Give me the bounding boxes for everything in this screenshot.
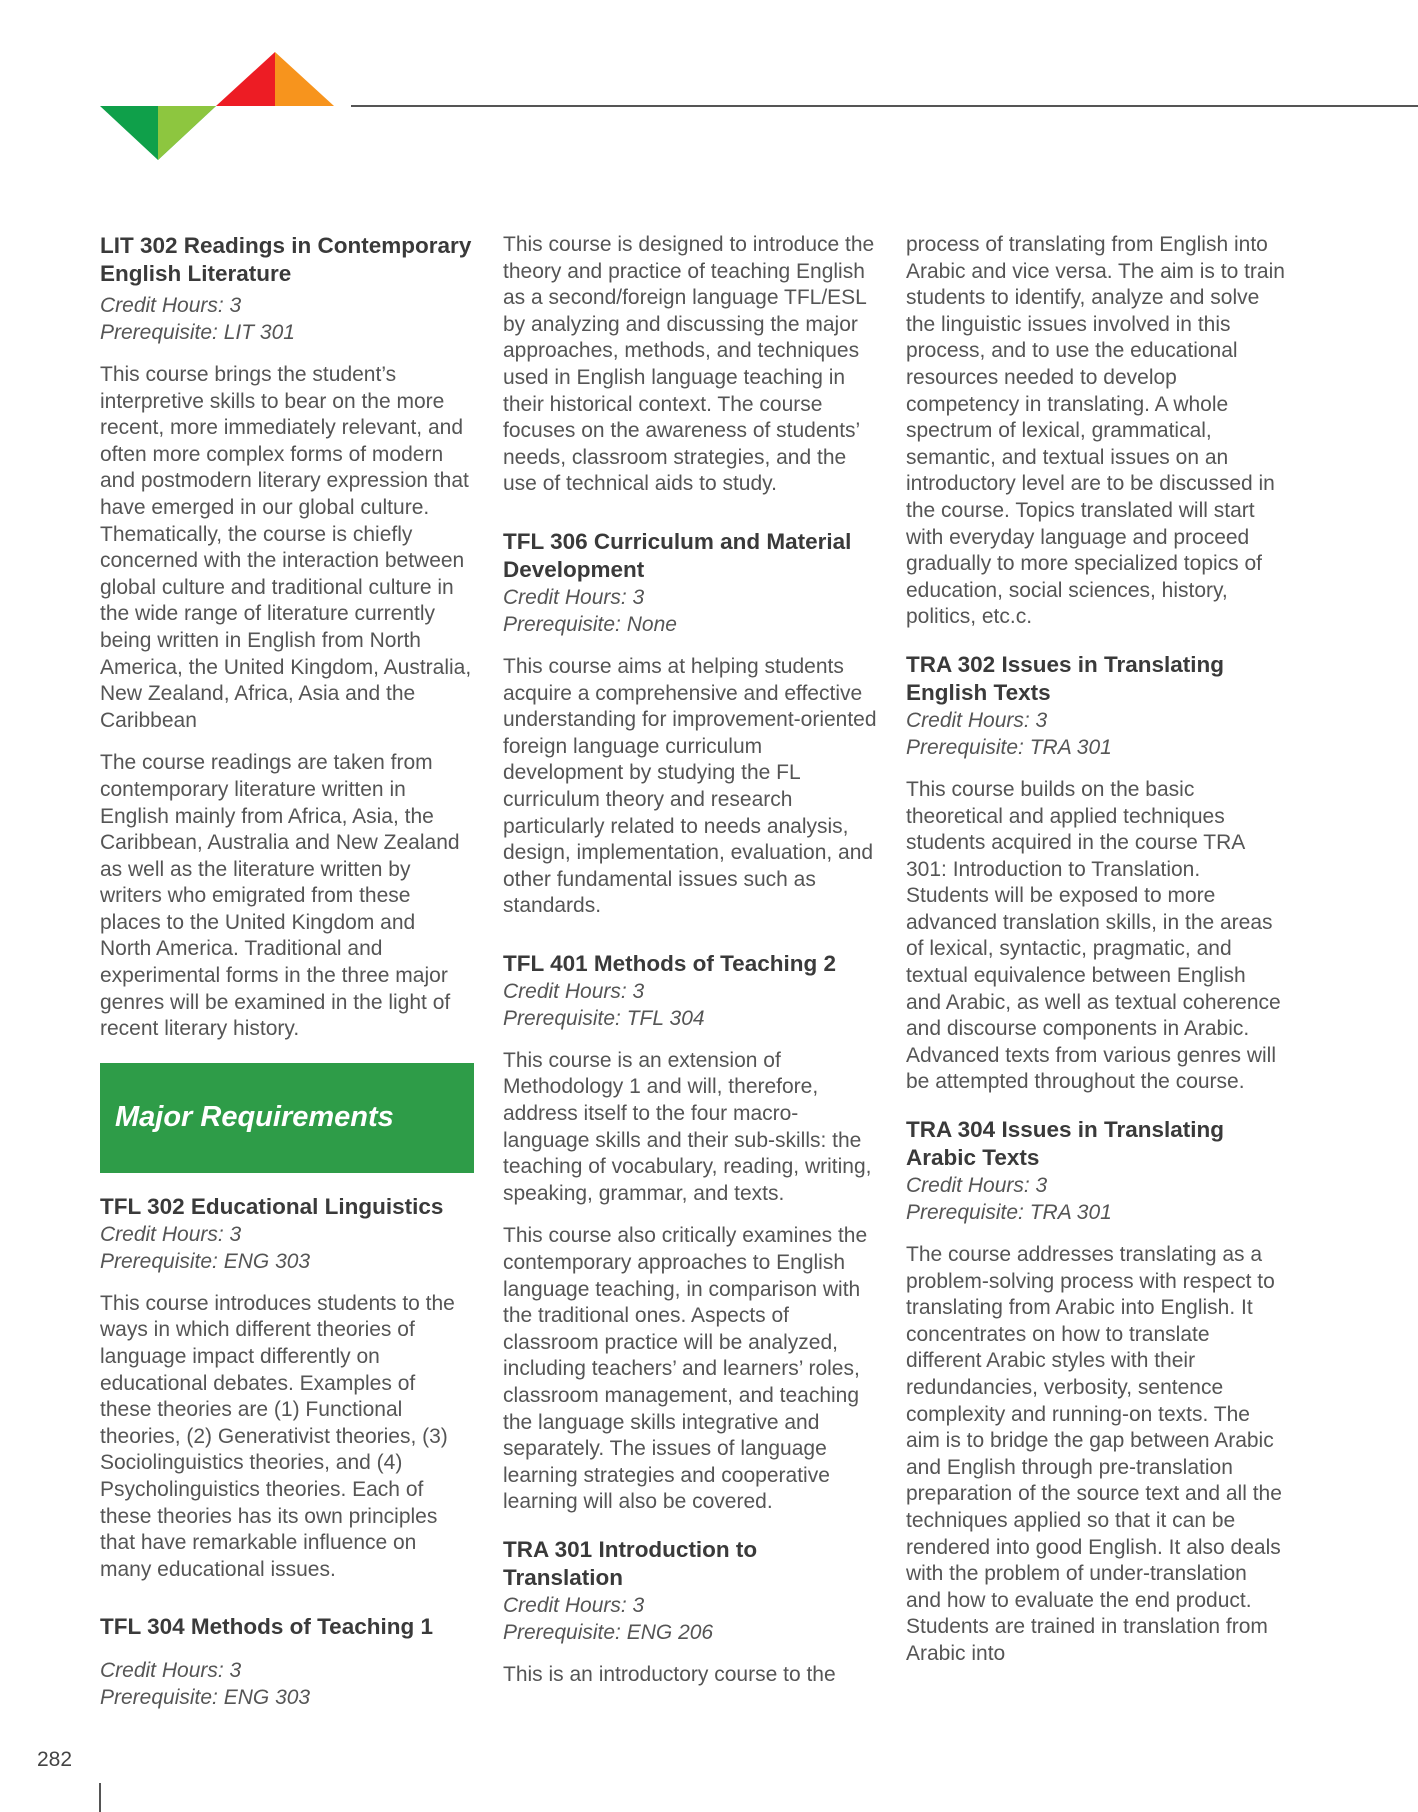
course-title: LIT 302 Readings in Contemporary English Literature xyxy=(100,233,472,286)
credit-hours: Credit Hours: 3 xyxy=(100,1222,242,1246)
course-title: TRA 304 Issues in Translating Arabic Texts xyxy=(906,1117,1225,1171)
logo-red-triangle xyxy=(216,52,275,106)
prerequisite: Prerequisite: LIT 301 xyxy=(100,321,295,344)
credit-hours: Credit Hours: 3 xyxy=(906,708,1048,732)
header-rule xyxy=(351,105,1418,107)
logo-orange-triangle xyxy=(275,52,334,106)
column-1 xyxy=(100,232,472,1711)
course-description: This course brings the student’s interpretive skills to bear on the more recent, more immediately relevant, and often more complex forms of modern and postmodern literary expression that have emerged in our global culture. Thematically, the course is chiefly concerned with the interaction between global culture and traditional culture in the wide range of literature currently being written in English from North America, the United Kingdom, Australia, New Zealand, Africa, Asia and the Caribbean xyxy=(100,363,472,732)
course-title: TFL 306 Curriculum and Material Development xyxy=(503,528,852,582)
credit-hours: Credit Hours: 3 xyxy=(503,585,645,609)
course-description: This is an introductory course to the xyxy=(503,1662,836,1686)
page-number-rule xyxy=(99,1783,101,1812)
section-heading: Major Requirements xyxy=(115,1101,394,1134)
course-title: TRA 301 Introduction to Translation xyxy=(503,1536,758,1590)
prerequisite: Prerequisite: TRA 301 xyxy=(906,735,1112,759)
course-title: TFL 304 Methods of Teaching 1 xyxy=(100,1614,433,1640)
course-description: This course introduces students to the ways in which different theories of language impact differently on educational debates. Examples of these theories are (1) Functional theories, (2) Generativist theories, (3) Sociolinguistics theories, and (4) Psycholinguistics theories. Each of these theories has its own principles that have remarkable influence on many educational issues. xyxy=(100,1291,455,1581)
course-description: The course addresses translating as a problem-solving process with respect to translating from Arabic into English. It concentrates on how to translate different Arabic styles with their redundancies, verbosity, sentence complexity and running-on texts. The aim is to bridge the gap between Arabic and English through pre-translation preparation of the source text and all the techniques applied so that it can be rendered into good English. It also deals with the problem of under-translation and how to evaluate the end product. Students are trained in translation from Arabic into xyxy=(906,1243,1282,1665)
prerequisite: Prerequisite: ENG 303 xyxy=(100,1249,311,1273)
course-description: This course is designed to introduce the theory and practice of teaching English as a second/foreign language TFL/ESL by analyzing and discussing the major approaches, methods, and techniques used in English language teaching in their historical context. The course focuses on the awareness of students’ needs, classroom strategies, and the use of technical aids to study. xyxy=(503,233,875,496)
credit-hours: Credit Hours: 3 xyxy=(100,1659,242,1683)
major-requirements-banner xyxy=(100,1063,474,1173)
credit-hours: Credit Hours: 3 xyxy=(906,1174,1048,1198)
course-description: process of translating from English into Arabic and vice versa. The aim is to train students to identify, analyze and solve the linguistic issues involved in this process, and to use the educational resources needed to develop competency in translating. A whole spectrum of lexical, grammatical, semantic, and textual issues on an introductory level are to be discussed in the course. Topics translated will start with everyday language and proceed gradually to more specialized topics of education, social sciences, history, politics, etc.c. xyxy=(906,233,1285,629)
credit-hours: Credit Hours: 3 xyxy=(100,294,242,317)
course-title: TRA 302 Issues in Translating English Texts xyxy=(906,651,1225,705)
course-description: This course also critically examines the contemporary approaches to English language teaching, in comparison with the traditional ones. Aspects of classroom practice will be analyzed, including teachers’ and learners’ roles, classroom management, and teaching the language skills integrative and separately. The issues of language learning strategies and cooperative learning will also be covered. xyxy=(503,1224,868,1514)
logo-lightgreen-triangle xyxy=(158,106,216,160)
prerequisite: Prerequisite: TFL 304 xyxy=(503,1006,705,1030)
course-description: This course aims at helping students acquire a comprehensive and effective understanding for improvement-oriented foreign language curriculum development by studying the FL curriculum theory and research particularly related to needs analysis, design, implementation, evaluation, and other fundamental issues such as standards. xyxy=(503,654,877,918)
course-description: The course readings are taken from contemporary literature written in English mainly from Africa, Asia, the Caribbean, Australia and New Zealand as well as the literature written by writers who emigrated from these places to the United Kingdom and North America. Traditional and experimental forms in the three major genres will be examined in the light of recent literary history. xyxy=(100,751,460,1041)
prerequisite: Prerequisite: None xyxy=(503,612,677,636)
credit-hours: Credit Hours: 3 xyxy=(503,979,645,1003)
credit-hours: Credit Hours: 3 xyxy=(503,1593,645,1617)
prerequisite: Prerequisite: ENG 303 xyxy=(100,1686,311,1710)
prerequisite: Prerequisite: ENG 206 xyxy=(503,1620,714,1644)
course-title: TFL 401 Methods of Teaching 2 xyxy=(503,950,836,976)
triangles-logo xyxy=(0,0,340,165)
column-2 xyxy=(503,232,883,1689)
course-description: This course builds on the basic theoretical and applied techniques students acquired in the course TRA 301: Introduction to Translation. Students will be exposed to more advanced translation skills, in the areas of lexical, syntactic, pragmatic, and textual equivalence between English and Arabic, as well as textual coherence and discourse components in Arabic. Advanced texts from various genres will be attempted throughout the course. xyxy=(906,777,1281,1094)
page-number: 282 xyxy=(37,1748,73,1771)
column-3 xyxy=(906,232,1286,1668)
prerequisite: Prerequisite: TRA 301 xyxy=(906,1201,1112,1225)
course-description: This course is an extension of Methodology 1 and will, therefore, address itself to the four macro-language skills and their sub-skills: the teaching of vocabulary, reading, writing, speaking, grammar, and texts. xyxy=(503,1048,872,1205)
course-title: TFL 302 Educational Linguistics xyxy=(100,1193,444,1219)
